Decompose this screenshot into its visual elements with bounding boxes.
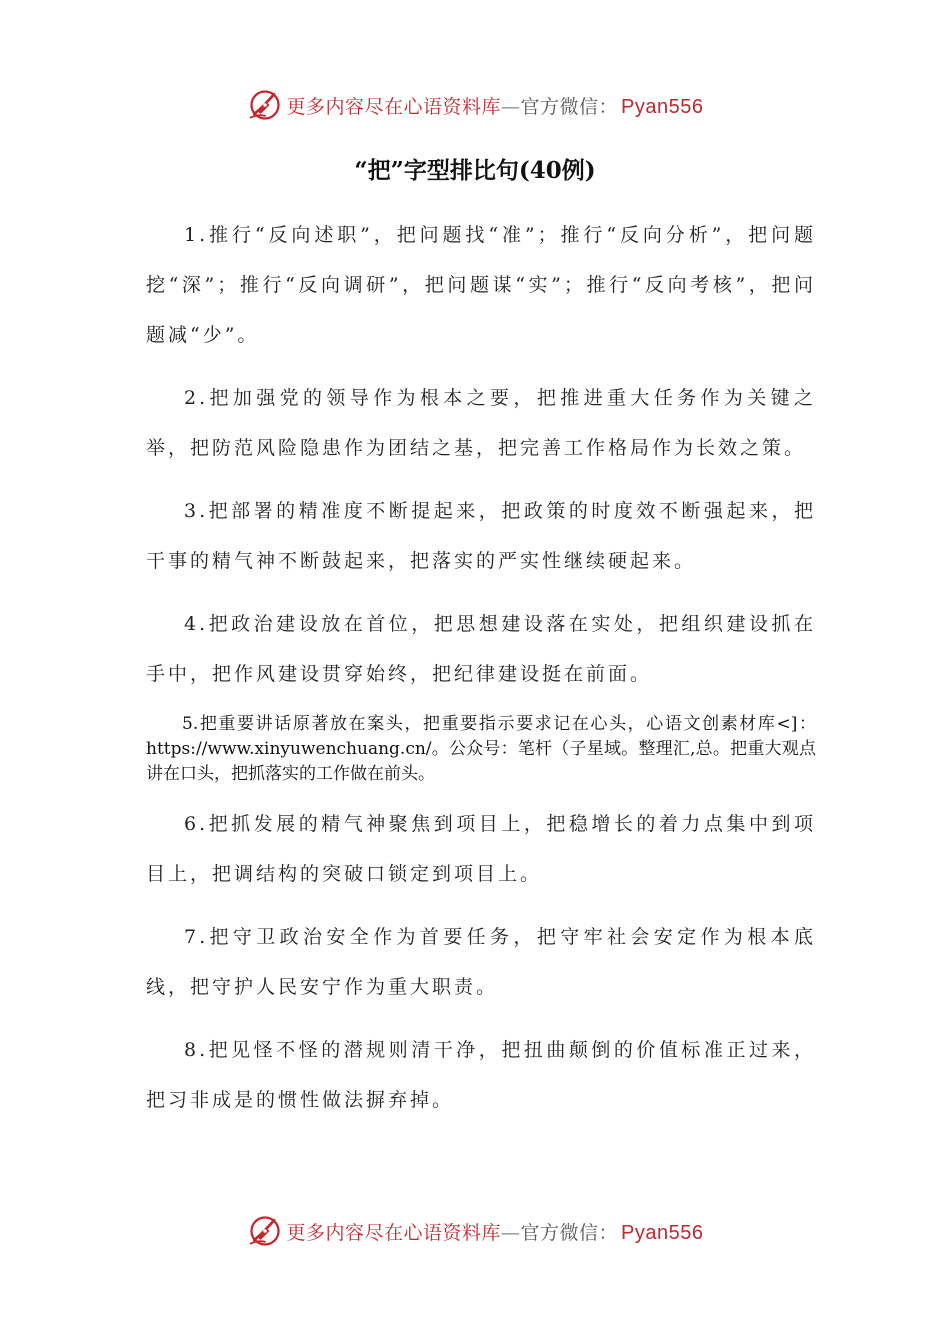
paragraph-6: 6.把抓发展的精气神聚焦到项目上，把稳增长的着力点集中到项目上，把调结构的突破口锁定到项目上。 (146, 813, 816, 885)
banner-dash: — (501, 1221, 521, 1244)
paragraph-1: 1.推行“反向述职”，把问题找“准”；推行“反向分析”，把问题挖“深”；推行“反向调研”，把问题谋“实”；推行“反向考核”，把问题减“少”。 (146, 224, 816, 346)
pen-nib-logo-icon (247, 87, 283, 123)
banner-text (287, 1218, 704, 1245)
paragraph-3: 3.把部署的精准度不断提起来，把政策的时度效不断强起来，把干事的精气神不断鼓起来，把落实的严实性继续硬起来。 (146, 500, 816, 572)
paragraph-8: 8.把见怪不怪的潜规则清干净，把扭曲颠倒的价值标准正过来，把习非成是的惯性做法摒弃掉。 (146, 1039, 816, 1111)
banner-dash: — (501, 95, 521, 118)
paragraph-2: 2.把加强党的领导作为根本之要，把推进重大任务作为关键之举，把防范风险隐患作为团结之基，把完善工作格局作为长效之策。 (146, 387, 816, 459)
paragraph-4: 4.把政治建设放在首位，把思想建设落在实处，把组织建设抓在手中，把作风建设贯穿始终，把纪律建设挺在前面。 (146, 613, 816, 685)
pen-nib-logo-icon (247, 1213, 283, 1249)
paragraph-7: 7.把守卫政治安全作为首要任务，把守牢社会安定作为根本底线，把守护人民安宁作为重大职责。 (146, 926, 816, 998)
document-title: “把”字型排比句(40例) (354, 157, 596, 184)
banner-wechat-label: 官方微信： (520, 95, 619, 118)
banner-wechat-label: 官方微信： (520, 1221, 619, 1244)
paragraph-5: 5.把重要讲话原著放在案头，把重要指示要求记在心头，心语文创素材库<]：https://www.xinyuwenchuang.cn/。公众号：笔杆（子星域。整理汇,总。把重大观点讲在口头，把抓落实的工作做在前头。 (146, 714, 816, 784)
banner-text (287, 92, 704, 119)
banner-main-text: 更多内容尽在心语资料库 (286, 1221, 502, 1244)
banner-wechat-id: Pyan556 (621, 1221, 704, 1244)
banner-wechat-id: Pyan556 (621, 95, 704, 118)
header-banner (0, 85, 950, 125)
document-body (146, 210, 816, 1138)
banner-main-text: 更多内容尽在心语资料库 (286, 95, 502, 118)
footer-banner (0, 1211, 950, 1251)
